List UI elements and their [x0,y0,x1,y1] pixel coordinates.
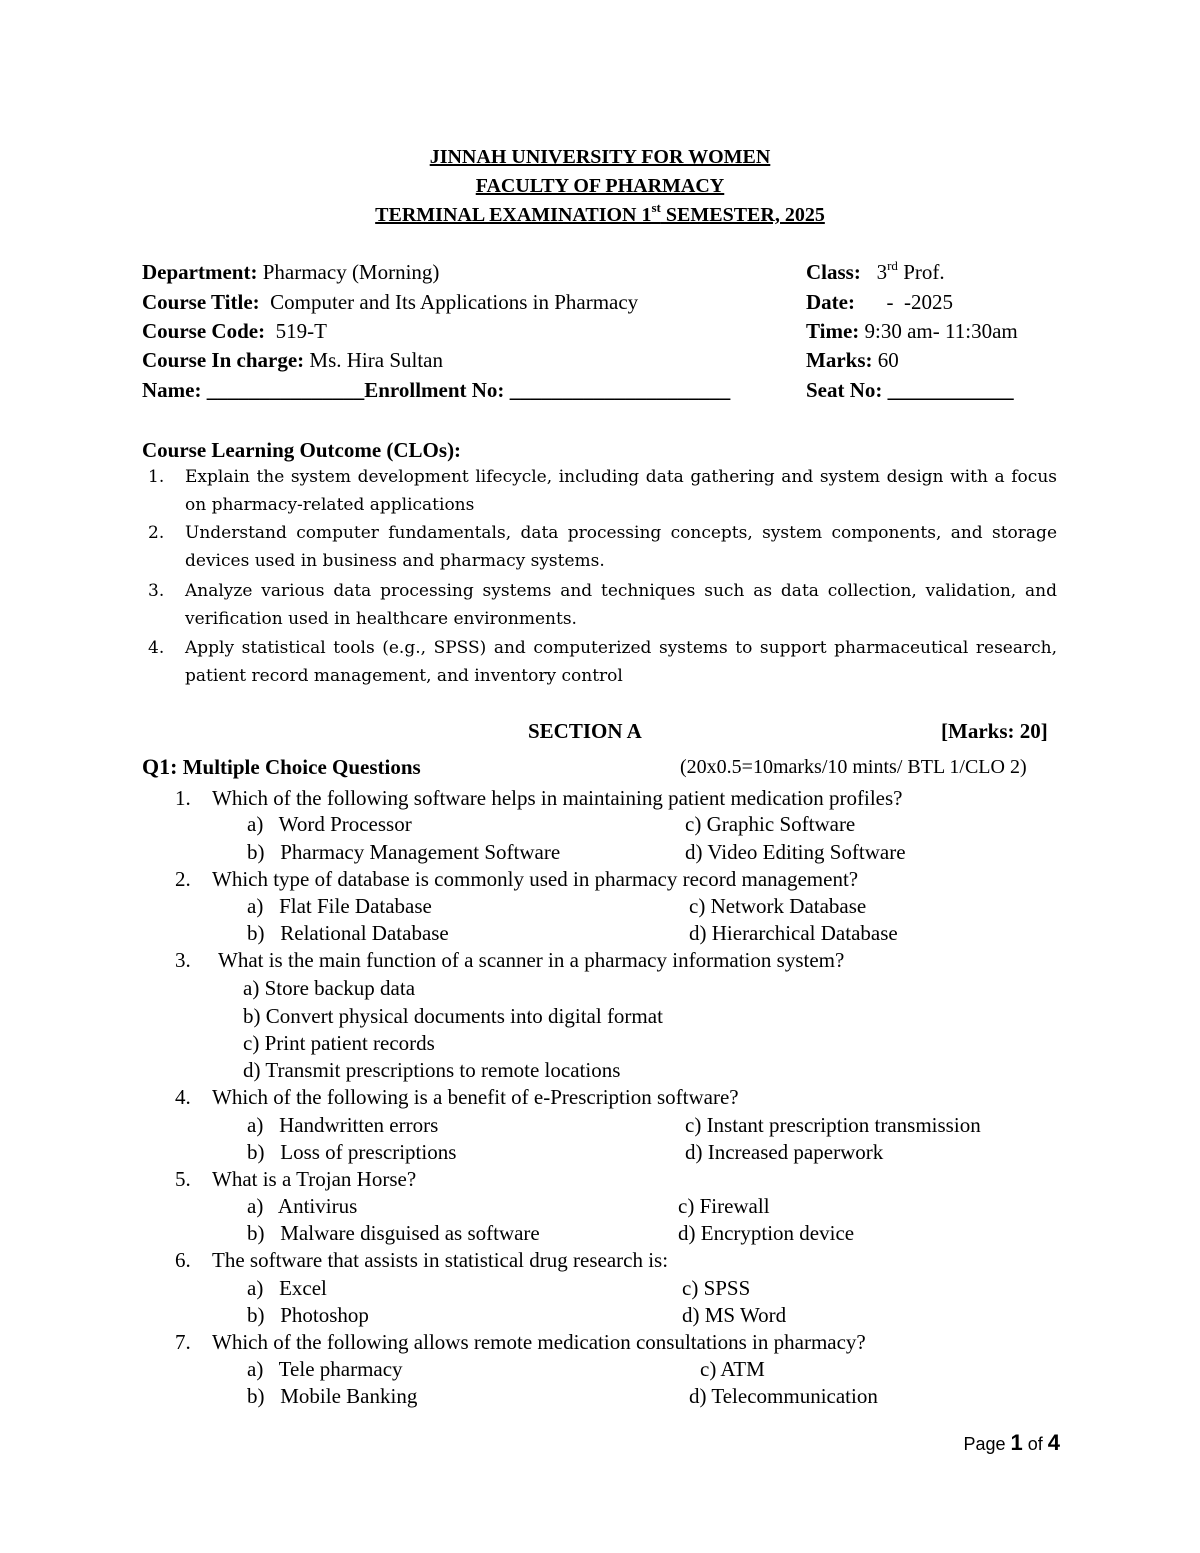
option-c: c) Print patient records [243,1031,435,1055]
option-d: d) Hierarchical Database [689,921,898,945]
clo-title: Course Learning Outcome (CLOs): [142,438,462,462]
option-a: a) Handwritten errors [247,1113,439,1137]
option-a: a) Word Processor [247,812,412,836]
option-d: d) MS Word [682,1303,787,1327]
option-d: d) Video Editing Software [685,840,906,864]
option-b: b) Pharmacy Management Software [247,840,561,864]
course-title-row: Course Title: Computer and Its Applications in Pharmacy [142,290,639,314]
marks-row: Marks: 60 [806,348,899,372]
section-marks: [Marks: 20] [941,719,1048,743]
question-text: The software that assists in statistical drug research is: [212,1248,669,1272]
question-number: 2. [175,867,191,891]
clo-item: Apply statistical tools (e.g., SPSS) and computerized systems to support pharmaceutical research, patient record management, and inventory control [185,638,1057,686]
date-row: Date: - -2025 [806,290,953,314]
option-b: b) Malware disguised as software [247,1221,540,1245]
option-a: a) Store backup data [243,976,416,1000]
option-a: a) Tele pharmacy [247,1357,403,1381]
option-c: c) Instant prescription transmission [685,1113,981,1137]
section-title: SECTION A [528,719,642,743]
option-a: a) Flat File Database [247,894,432,918]
question-number: 1. [175,786,191,810]
question-text: What is a Trojan Horse? [212,1167,417,1191]
question-text: Which type of database is commonly used in pharmacy record management? [212,867,859,891]
question-number: 4. [175,1085,191,1109]
clo-item: Analyze various data processing systems and techniques such as data collection, validation, and verification used in healthcare environments. [185,581,1057,629]
question-text: Which of the following software helps in maintaining patient medication profiles? [212,786,903,810]
seat-row: Seat No: ____________ [806,378,1014,402]
option-c: c) SPSS [682,1276,751,1300]
option-d: d) Telecommunication [689,1384,878,1408]
option-c: c) Network Database [689,894,867,918]
option-d: d) Encryption device [678,1221,855,1245]
clo-item: Explain the system development lifecycle, including data gathering and system design with a focus on pharmacy-related applications [185,467,1057,515]
option-d: d) Transmit prescriptions to remote locations [243,1058,621,1082]
question-number: 5. [175,1167,191,1191]
clo-number: 1. [148,467,165,487]
page-number: Page 1 of 4 [963,1430,1060,1455]
option-a: a) Antivirus [247,1194,358,1218]
faculty-title: FACULTY OF PHARMACY [475,175,725,197]
option-c: c) Firewall [678,1194,770,1218]
option-c: c) ATM [700,1357,765,1381]
q1-heading: Q1: Multiple Choice Questions [142,754,421,779]
clo-number: 4. [148,638,165,658]
name-enrollment-row: Name: _______________Enrollment No: _____________________ [142,378,731,402]
department-row: Department: Pharmacy (Morning) [142,260,440,284]
clo-item: Understand computer fundamentals, data processing concepts, system components, and storage devices used in business and pharmacy systems. [185,523,1057,571]
option-b: b) Convert physical documents into digital format [243,1004,663,1028]
clo-number: 2. [148,523,165,543]
question-text: Which of the following allows remote medication consultations in pharmacy? [212,1330,866,1354]
exam-title: TERMINAL EXAMINATION 1st SEMESTER, 2025 [375,200,825,226]
clo-number: 3. [148,581,165,601]
course-in-charge-row: Course In charge: Ms. Hira Sultan [142,348,443,372]
option-b: b) Mobile Banking [247,1384,418,1408]
question-number: 6. [175,1248,191,1272]
question-number: 3. [175,948,191,972]
question-text: What is the main function of a scanner in a pharmacy information system? [218,948,845,972]
option-d: d) Increased paperwork [685,1140,884,1164]
question-number: 7. [175,1330,191,1354]
class-row: Class: 3rd Prof. [806,258,945,284]
university-title: JINNAH UNIVERSITY FOR WOMEN [429,146,771,168]
option-a: a) Excel [247,1276,327,1300]
q1-meta: (20x0.5=10marks/10 mints/ BTL 1/CLO 2) [680,756,1027,778]
option-c: c) Graphic Software [685,812,856,836]
question-text: Which of the following is a benefit of e-Prescription software? [212,1085,739,1109]
option-b: b) Relational Database [247,921,449,945]
time-row: Time: 9:30 am- 11:30am [806,319,1018,343]
course-code-row: Course Code: 519-T [142,319,327,343]
option-b: b) Loss of prescriptions [247,1140,457,1164]
option-b: b) Photoshop [247,1303,369,1327]
